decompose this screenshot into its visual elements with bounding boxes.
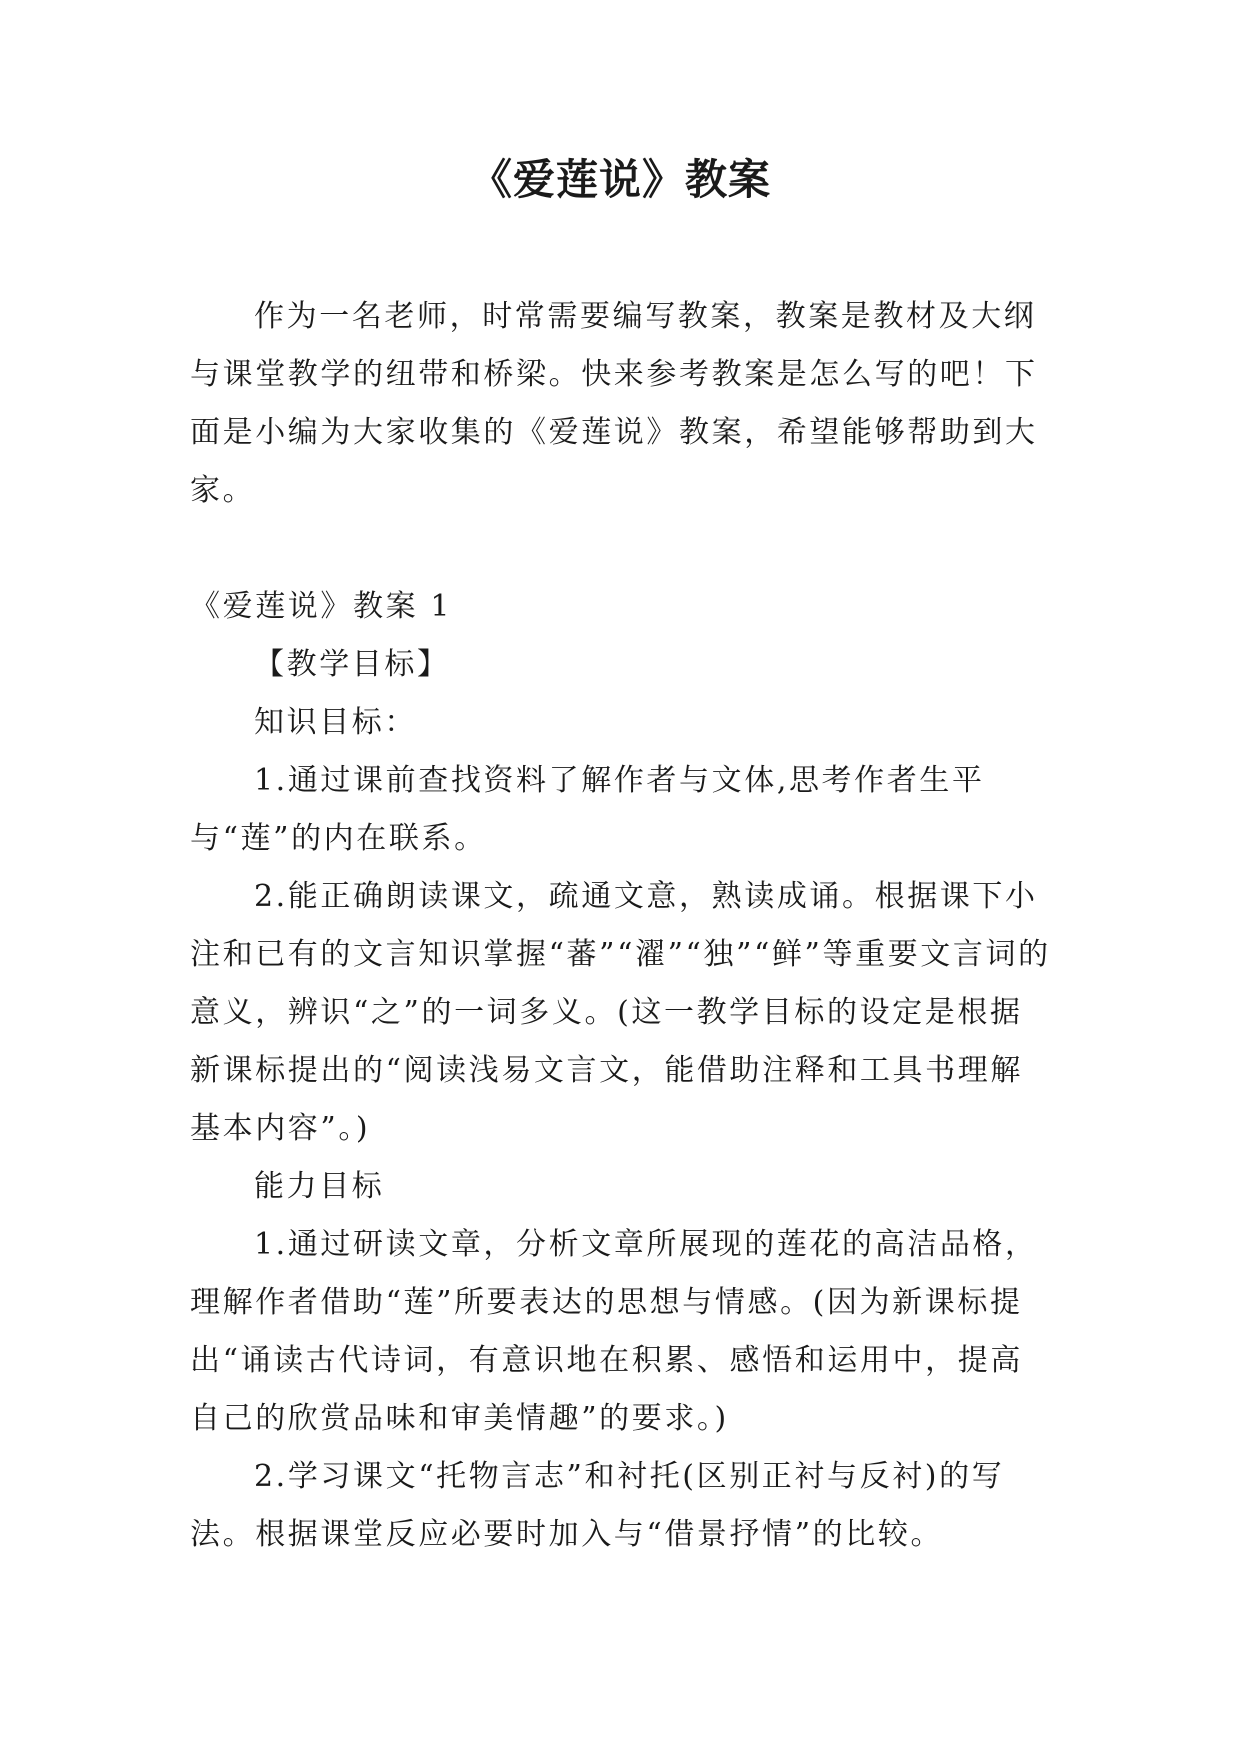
ability-goals-heading: 能力目标 [254,1169,385,1204]
section-heading: 《爱莲说》教案 1 [190,589,453,624]
intro-paragraph: 作为一名老师，时常需要编写教案，教案是教材及大纲与课堂教学的纽带和桥梁。快来参考教案是怎么写的吧！下面是小编为大家收集的《爱莲说》教案，希望能够帮助到大家。 [190,299,1038,508]
document-title: 《爱莲说》教案 [469,155,771,204]
teaching-goals-heading: 【教学目标】 [254,647,450,682]
knowledge-goals-heading: 知识目标： [254,705,417,740]
knowledge-goal-1: 1.通过课前查找资料了解作者与文体,思考作者生平与“莲”的内在联系。 [190,763,985,856]
knowledge-goal-2: 2.能正确朗读课文，疏通文意，熟读成诵。根据课下小注和已有的文言知识掌握“蕃”“濯”“独”“鲜”等重要文言词的意义，辨识“之”的一词多义。(这一教学目标的设定是根据新课标提出的“阅读浅易文言文，能借助注释和工具书理解基本内容”。) [190,879,1051,1146]
document-body [190,288,1052,1564]
ability-goal-1: 1.通过研读文章，分析文章所展现的莲花的高洁品格，理解作者借助“莲”所要表达的思想与情感。(因为新课标提出“诵读古代诗词，有意识地在积累、感悟和运用中，提高自己的欣赏品味和审美情趣”的要求。) [190,1227,1038,1436]
ability-goal-2: 2.学习课文“托物言志”和衬托(区别正衬与反衬)的写法。根据课堂反应必要时加入与“借景抒情”的比较。 [190,1459,1005,1552]
